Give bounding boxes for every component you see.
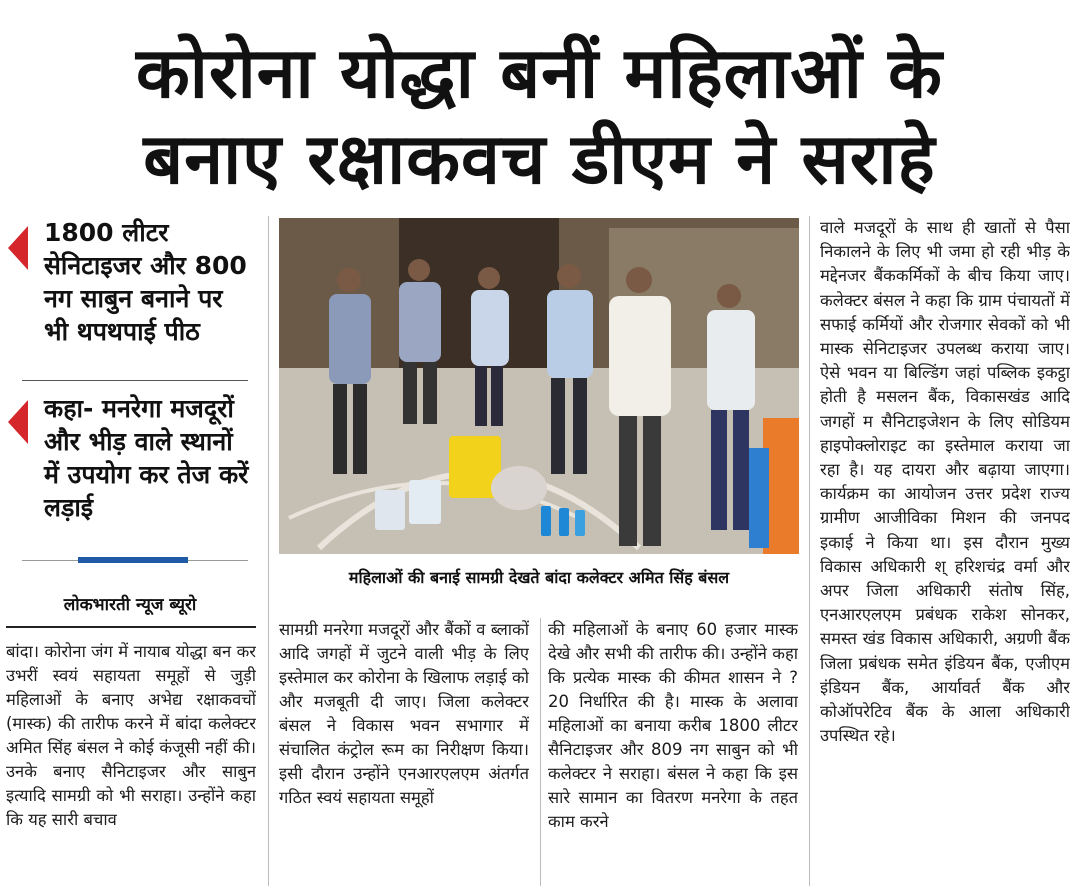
deck-divider [22, 380, 248, 381]
news-photo [279, 218, 799, 554]
column-rule [268, 216, 269, 886]
body-column-3: की महिलाओं के बनाए 60 हजार मास्क देखे और सभी की तारीफ की। उन्होंने कहा कि प्रत्येक मास्क की कीमत शासन ने ?20 निर्धारित की है। मास्क के अलावा महिलाओं का बनाया करीब 1800 लीटर सैनिटाइजर और 809 नग साबुन को भी कलेक्टर ने सराहा। बंसल ने कहा कि इस सारे सामान का वितरण मनरेगा के तहत काम करने [548, 620, 798, 831]
triangle-marker-icon [8, 226, 28, 270]
body-column-4: वाले मजदूरों के साथ ही खातों से पैसा निकालने के लिए भी जमा हो रही भीड़ के मद्देनजर बैंककर्मिकों के बीच किया जाए। कलेक्टर बंसल ने कहा कि ग्राम पंचायतों में सफाई कर्मियों और रोजगार सेवकों को भी मास्क सेनिटाइजर उपलब्ध कराया जाए। ऐसे भवन या बिल्डिंग जहां पब्लिक इकट्ठा होती है मसलन बैंक, विकासखंड आदि जगहों म सैनिटाइजेशन के लिए सोडियम हाइपोक्लोराइट का इस्तेमाल कराया जा रहा है। यह दायरा और बढ़ाया जाएगा। कार्यक्रम का आयोजन उत्तर प्रदेश राज्य ग्रामीण आजीविका मिशन की जनपद इकाई ने किया था। इस दौरान मुख्य विकास अधिकारी श् हरिशचंद्र वर्मा और अपर जिला अधिकारी संतोष सिंह, एनआरएलएम प्रबंधक राकेश सोनकर, समस्त खंड विकास अधिकारी, अग्रणी बैंक जिला प्रबंधक समेत इंडियन बैंक, एजीएम इंडियन बैंक, आर्यावर्त बैंक और कोऑपरेटिव बैंक के आला अधिकारी उपस्थित रहे। [820, 218, 1070, 746]
accent-bar [78, 557, 188, 563]
photo-caption: महिलाओं की बनाई सामग्री देखते बांदा कलेक्टर अमित सिंह बंसल [348, 568, 730, 587]
byline-rule [6, 626, 256, 628]
column-rule [809, 216, 810, 886]
triangle-marker-icon [8, 400, 28, 444]
body-column-1: बांदा। कोरोना जंग में नायाब योद्धा बन कर उभरीं स्वयं सहायता समूहों से जुड़ी महिलाओं के बनाए अभेद्य रक्षाकवचों (मास्क) की तारीफ करने में बांदा कलेक्टर अमित सिंह बंसल ने कोई कंजूसी नहीं की। उनके बनाए सैनिटाइजर और साबुन इत्यादि सामग्री को भी सराहा। उन्होंने कहा कि यह सारी बचाव [6, 642, 256, 829]
byline: लोकभारती न्यूज ब्यूरो [63, 595, 197, 615]
headline-line-1: कोरोना योद्धा बनीं महिलाओं के [136, 32, 943, 114]
subheadline-2-text: कहा- मनरेगा मजदूरों और भीड़ वाले स्थानों में उपयोग कर तेज करें लड़ाई [44, 394, 249, 522]
headline-line-2: बनाए रक्षाकवच डीएम ने सराहे [143, 118, 936, 200]
subheadline-1-text: 1800 लीटर सेनिटाइजर और 800 नग साबुन बनाने पर भी थपथपाई पीठ [44, 218, 247, 346]
photo-illustration [279, 218, 799, 554]
body-column-2: सामग्री मनरेगा मजदूरों और बैंकों व ब्लाकों आदि जगहों में जुटने वाली भीड़ के लिए इस्तेमाल कर कोरोना के खिलाफ लड़ाई को और मजबूती दी जाए। जिला कलेक्टर बंसल ने विकास भवन सभागार में संचालित कंट्रोल रूम का निरीक्षण किया। इसी दौरान उन्होंने एनआरएलएम अंतर्गत गठित स्वयं सहायता समूहों [279, 620, 529, 807]
subheadline-2 [8, 392, 248, 552]
column-rule [540, 618, 541, 886]
subheadline-1 [8, 216, 248, 376]
